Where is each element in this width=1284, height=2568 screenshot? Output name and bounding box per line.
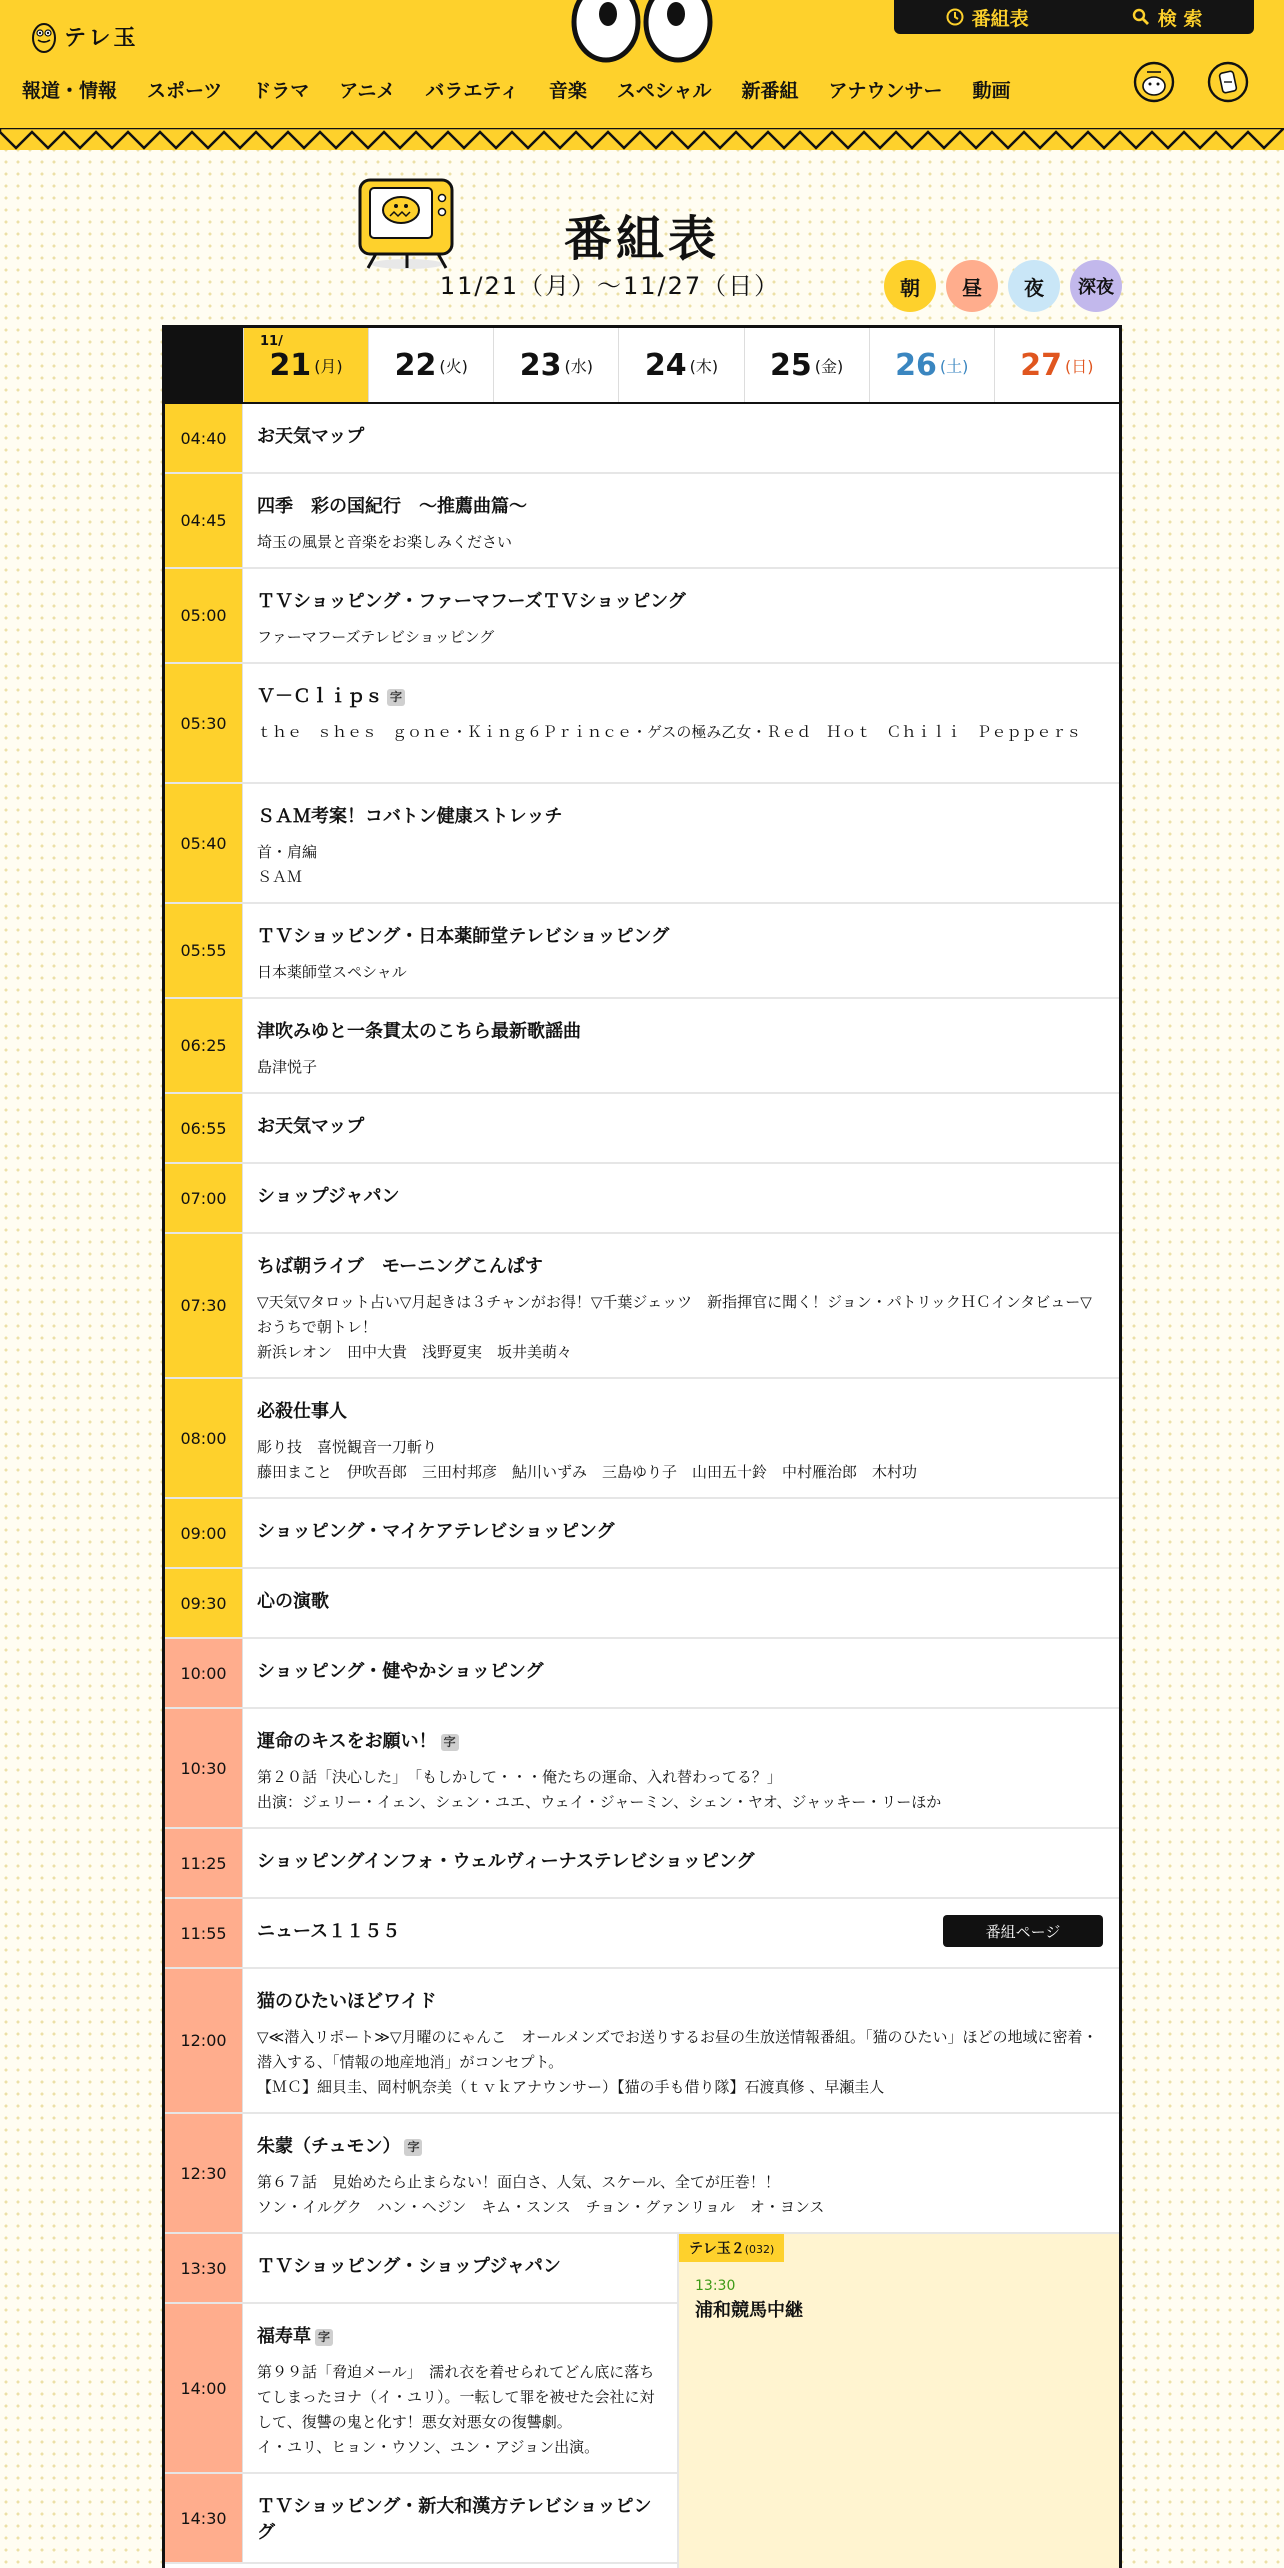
nav-item-drama[interactable]: ドラマ bbox=[252, 79, 310, 102]
main-nav bbox=[22, 72, 1041, 106]
program-row[interactable] bbox=[165, 1094, 1119, 1164]
program-row[interactable] bbox=[165, 404, 1119, 474]
program-row[interactable] bbox=[165, 1379, 1119, 1499]
program-guide-button[interactable] bbox=[946, 4, 1029, 31]
program-title-text: Ｖ－Ｃｌｉｐｓ bbox=[257, 686, 383, 707]
date-month: 11/ bbox=[260, 334, 283, 349]
date-tab-24[interactable] bbox=[618, 328, 743, 402]
main-channel-column bbox=[165, 2234, 679, 2568]
date-number: 25 bbox=[770, 347, 812, 383]
program-title[interactable] bbox=[257, 1519, 1103, 1545]
program-title-text: ショッピング・マイケアテレビショッピング bbox=[257, 1521, 615, 1542]
program-title-text: 津吹みゆと一条貫太のこちら最新歌謡曲 bbox=[257, 1021, 581, 1042]
teletama-park-icon[interactable] bbox=[1206, 60, 1250, 104]
program-row[interactable] bbox=[165, 1499, 1119, 1569]
program-info bbox=[243, 1829, 1119, 1897]
program-title[interactable] bbox=[257, 1184, 1103, 1210]
program-list bbox=[165, 404, 1119, 2234]
program-title[interactable] bbox=[257, 1589, 1103, 1615]
subchannel-program-title: 浦和競馬中継 bbox=[695, 2300, 803, 2321]
program-description: 第９９話「脅迫メール」 濡れ衣を着せられてどん底に落ちてしまったヨナ（イ・ユリ）。一転して罪を被せた会社に対して、復讐の鬼と化す！悪女対悪女の復讐劇。 イ・ユリ、ヒョン・ウソン、ユン・アジョン出演。 bbox=[257, 2363, 655, 2456]
program-row[interactable] bbox=[165, 569, 1119, 664]
program-info bbox=[243, 569, 1119, 662]
program-description: 埼玉の風景と音楽をお楽しみください bbox=[257, 533, 513, 551]
schedule-grid bbox=[162, 325, 1122, 2568]
daytime-button[interactable]: 昼 bbox=[946, 260, 998, 312]
program-time: 11:25 bbox=[165, 1829, 243, 1897]
program-title[interactable] bbox=[257, 1254, 1103, 1280]
program-info bbox=[243, 1899, 1119, 1967]
program-row[interactable] bbox=[165, 1569, 1119, 1639]
program-time: 12:30 bbox=[165, 2114, 243, 2232]
program-info bbox=[243, 2474, 677, 2562]
date-number: 21 bbox=[269, 347, 312, 383]
top-action-bar bbox=[894, 0, 1254, 34]
program-row[interactable] bbox=[165, 2114, 1119, 2234]
program-title[interactable] bbox=[257, 1019, 1103, 1045]
program-page-button[interactable]: 番組ページ bbox=[943, 1915, 1103, 1947]
header-zigzag-edge bbox=[0, 128, 1284, 152]
program-title[interactable] bbox=[257, 1989, 1103, 2015]
program-title[interactable] bbox=[257, 1849, 1103, 1875]
subchannel-name: テレ玉２ bbox=[689, 2241, 745, 2257]
program-info bbox=[243, 784, 1119, 902]
nav-item-new-programs[interactable]: 新番組 bbox=[741, 79, 799, 102]
program-row[interactable] bbox=[165, 1639, 1119, 1709]
program-title[interactable] bbox=[257, 1729, 1103, 1755]
search-label: 検 索 bbox=[1157, 7, 1203, 30]
program-title-text: 朱蒙（チュモン） bbox=[257, 2136, 401, 2157]
program-info bbox=[243, 404, 1119, 472]
program-title[interactable] bbox=[257, 424, 1103, 450]
program-time: 06:55 bbox=[165, 1094, 243, 1162]
nav-item-announcers[interactable]: アナウンサー bbox=[828, 79, 943, 102]
program-row[interactable] bbox=[165, 664, 1119, 784]
program-title-text: ショッピングインフォ・ウェルヴィーナステレビショッピング bbox=[257, 1851, 755, 1872]
program-title[interactable] bbox=[257, 924, 1103, 950]
program-info bbox=[243, 1499, 1119, 1567]
clock-icon bbox=[946, 8, 964, 26]
program-row[interactable] bbox=[165, 474, 1119, 569]
subtitle-badge: 字 bbox=[404, 2139, 422, 2156]
program-time: 06:25 bbox=[165, 999, 243, 1092]
program-title[interactable] bbox=[257, 494, 1103, 520]
nav-item-special[interactable]: スペシャル bbox=[616, 79, 712, 102]
program-row[interactable] bbox=[165, 2234, 677, 2304]
program-description: 首・肩編 ＳＡＭ bbox=[257, 843, 318, 886]
nav-item-variety[interactable]: バラエティ bbox=[425, 79, 519, 102]
program-row[interactable] bbox=[165, 999, 1119, 1094]
program-time: 14:00 bbox=[165, 2304, 243, 2472]
program-row[interactable] bbox=[165, 1164, 1119, 1234]
date-weekday: (木) bbox=[689, 356, 719, 376]
program-title-text: ショッピング・健やかショッピング bbox=[257, 1661, 544, 1682]
program-info bbox=[243, 474, 1119, 567]
program-time: 04:40 bbox=[165, 404, 243, 472]
program-time: 10:00 bbox=[165, 1639, 243, 1707]
program-title-text: 四季 彩の国紀行 ～推薦曲篇～ bbox=[257, 496, 527, 517]
morning-button[interactable]: 朝 bbox=[884, 260, 936, 312]
nav-item-sports[interactable]: スポーツ bbox=[147, 79, 223, 102]
program-row[interactable] bbox=[165, 2304, 677, 2474]
program-description: ▽≪潜入リポート≫▽月曜のにゃんこ オールメンズでお送りするお昼の生放送情報番組。「猫のひたい」ほどの地域に密着・潜入する、「情報の地産地消」がコンセプト。 【ＭＣ】細貝圭、岡村帆奈美（ｔｖｋアナウンサー）【猫の手も借り隊】石渡真修 、早瀬圭人 bbox=[257, 2028, 1098, 2096]
program-info bbox=[243, 1234, 1119, 1377]
date-tabs bbox=[165, 328, 1119, 404]
subchannel-program-time: 13:30 bbox=[695, 2278, 736, 2294]
eyes-mascot-icon bbox=[568, 0, 716, 64]
program-title-text: 必殺仕事人 bbox=[257, 1401, 347, 1422]
program-time: 10:30 bbox=[165, 1709, 243, 1827]
site-header bbox=[0, 0, 1284, 150]
program-row[interactable] bbox=[165, 1829, 1119, 1899]
program-info bbox=[243, 2114, 1119, 2232]
subchannel-code: (032) bbox=[744, 2243, 775, 2256]
program-info bbox=[243, 2304, 677, 2472]
program-time: 08:00 bbox=[165, 1379, 243, 1497]
program-time: 12:00 bbox=[165, 1969, 243, 2112]
subtitle-badge: 字 bbox=[441, 1734, 459, 1751]
date-weekday: (月) bbox=[314, 356, 343, 376]
program-description: 島津悦子 bbox=[257, 1058, 318, 1076]
program-title-text: ちば朝ライブ モーニングこんぱす bbox=[257, 1256, 543, 1277]
date-tab-26[interactable] bbox=[869, 328, 994, 402]
subtitle-badge: 字 bbox=[315, 2329, 333, 2346]
date-weekday: (金) bbox=[814, 356, 844, 376]
program-time: 05:55 bbox=[165, 904, 243, 997]
teletama-mascot-icon[interactable] bbox=[1132, 60, 1176, 104]
date-weekday: (土) bbox=[939, 356, 969, 376]
program-description: ファーマフーズテレビショッピング bbox=[257, 628, 495, 646]
date-corner bbox=[165, 328, 243, 402]
program-description: 彫り技 喜悦観音一刀斬り 藤田まこと 伊吹吾郎 三田村邦彦 鮎川いずみ 三島ゆり子 山田五十鈴 中村雁治郎 木村功 bbox=[257, 1438, 918, 1481]
program-title[interactable] bbox=[257, 684, 1103, 710]
program-time: 05:40 bbox=[165, 784, 243, 902]
nav-item-anime[interactable]: アニメ bbox=[339, 79, 396, 102]
program-guide-label: 番組表 bbox=[971, 7, 1029, 30]
program-title[interactable] bbox=[257, 589, 1103, 615]
title-area bbox=[0, 160, 1284, 310]
site-logo[interactable] bbox=[30, 16, 139, 56]
subchannel-column[interactable] bbox=[679, 2234, 1122, 2568]
program-title-text: ＴＶショッピング・新大和漢方テレビショッピング bbox=[257, 2496, 652, 2543]
program-title-text: ＳＡＭ考案！コバトン健康ストレッチ bbox=[257, 806, 563, 827]
nav-item-news[interactable]: 報道・情報 bbox=[22, 79, 118, 102]
program-description: 日本薬師堂スペシャル bbox=[257, 963, 407, 981]
program-title-text: 福寿草 bbox=[257, 2326, 311, 2347]
logo-text: テレ玉 bbox=[64, 25, 139, 51]
program-row[interactable] bbox=[165, 784, 1119, 904]
program-row[interactable] bbox=[165, 2474, 677, 2564]
program-info bbox=[243, 904, 1119, 997]
program-title-text: 猫のひたいほどワイド bbox=[257, 1991, 437, 2012]
date-tab-23[interactable] bbox=[493, 328, 618, 402]
program-title-text: ＴＶショッピング・日本薬師堂テレビショッピング bbox=[257, 926, 670, 947]
program-title-text: ショップジャパン bbox=[257, 1186, 400, 1207]
time-of-day-switcher bbox=[884, 260, 1122, 312]
late-night-button[interactable]: 深夜 bbox=[1070, 260, 1122, 312]
program-info bbox=[243, 999, 1119, 1092]
program-info bbox=[243, 1709, 1119, 1827]
date-weekday: (火) bbox=[439, 356, 468, 376]
program-info bbox=[243, 1094, 1119, 1162]
date-number: 23 bbox=[519, 347, 562, 383]
program-time: 09:30 bbox=[165, 1569, 243, 1637]
program-row[interactable] bbox=[165, 904, 1119, 999]
date-range: 11/21（月）〜11/27（日） bbox=[439, 272, 781, 300]
program-title[interactable] bbox=[257, 1114, 1103, 1140]
program-info bbox=[243, 1569, 1119, 1637]
program-description: 第６７話 見始めたら止まらない！面白さ、人気、スケール、全てが圧巻！！ ソン・イルグク ハン・ヘジン キム・スンス チョン・グァンリョル オ・ヨンス bbox=[257, 2173, 825, 2216]
program-title[interactable] bbox=[257, 2494, 661, 2546]
program-title-text: 心の演歌 bbox=[257, 1591, 329, 1612]
page-title: 番組表 bbox=[563, 211, 720, 267]
program-row[interactable] bbox=[165, 1709, 1119, 1829]
program-title[interactable] bbox=[257, 1399, 1103, 1425]
program-info bbox=[243, 1639, 1119, 1707]
program-time: 13:30 bbox=[165, 2234, 243, 2302]
program-time: 04:45 bbox=[165, 474, 243, 567]
program-title-text: ＴＶショッピング・ショップジャパン bbox=[257, 2256, 561, 2277]
program-info bbox=[243, 664, 1119, 782]
date-number: 27 bbox=[1020, 347, 1063, 383]
subtitle-badge: 字 bbox=[387, 689, 405, 706]
date-tab-27[interactable] bbox=[994, 328, 1119, 402]
program-row[interactable] bbox=[165, 1969, 1119, 2114]
date-number: 24 bbox=[644, 347, 687, 383]
program-title[interactable] bbox=[257, 2324, 661, 2350]
program-time: 14:30 bbox=[165, 2474, 243, 2562]
program-title-text: 運命のキスをお願い！ bbox=[257, 1731, 437, 1752]
date-weekday: (水) bbox=[564, 356, 593, 376]
date-number: 26 bbox=[895, 347, 937, 383]
program-title-text: お天気マップ bbox=[257, 426, 365, 447]
program-time: 07:00 bbox=[165, 1164, 243, 1232]
program-title[interactable] bbox=[257, 804, 1103, 830]
nav-item-video[interactable]: 動画 bbox=[972, 79, 1011, 102]
program-time: 09:00 bbox=[165, 1499, 243, 1567]
program-row[interactable] bbox=[165, 1899, 1119, 1969]
program-description: 第２０話「決心した」 「もしかして・・・俺たちの運命、入れ替わってる？」 出演：ジェリー・イェン、シェン・ユエ、ウェイ・ジャーミン、シェン・ヤオ、ジャッキー・リーほか bbox=[257, 1768, 942, 1811]
program-title-text: お天気マップ bbox=[257, 1116, 365, 1137]
program-title-text: ニュース１１５５ bbox=[257, 1921, 401, 1942]
program-title[interactable] bbox=[257, 2254, 661, 2280]
program-time: 05:00 bbox=[165, 569, 243, 662]
program-info bbox=[243, 1164, 1119, 1232]
mascot-logo-icon bbox=[30, 18, 58, 54]
program-row[interactable] bbox=[165, 1234, 1119, 1379]
date-number: 22 bbox=[394, 347, 437, 383]
nav-item-music[interactable]: 音楽 bbox=[548, 79, 587, 102]
date-weekday: (日) bbox=[1065, 356, 1094, 376]
search-icon bbox=[1132, 8, 1150, 26]
program-title[interactable] bbox=[257, 2134, 1103, 2160]
date-tab-21[interactable] bbox=[243, 328, 368, 402]
program-info bbox=[243, 1969, 1119, 2112]
program-info bbox=[243, 1379, 1119, 1497]
subchannel-tag bbox=[679, 2234, 784, 2262]
program-time: 05:30 bbox=[165, 664, 243, 782]
program-title-text: ＴＶショッピング・ファーマフーズＴＶショッピング bbox=[257, 591, 686, 612]
program-time: 07:30 bbox=[165, 1234, 243, 1377]
program-description: ▽天気▽タロット占い▽月起きは３チャンがお得！▽千葉ジェッツ 新指揮官に聞く！ジョン・パトリックＨＣインタビュー▽おうちで朝トレ！ 新浜レオン 田中大貴 浅野夏実 坂井美萌々 bbox=[257, 1293, 1092, 1361]
program-description: ｔｈｅ ｓｈｅｓ ｇｏｎｅ・Ｋｉｎｇ６Ｐｒｉｎｃｅ・ゲスの極み乙女・Ｒｅｄ Ｈｏｔ Ｃｈｉｌｉ Ｐｅｐｐｅｒｓ bbox=[257, 723, 1082, 741]
program-info bbox=[243, 2234, 677, 2302]
date-tab-22[interactable] bbox=[368, 328, 493, 402]
date-tab-25[interactable] bbox=[744, 328, 869, 402]
program-time: 11:55 bbox=[165, 1899, 243, 1967]
search-button[interactable] bbox=[1132, 4, 1203, 31]
evening-button[interactable]: 夜 bbox=[1008, 260, 1060, 312]
program-title[interactable] bbox=[257, 1659, 1103, 1685]
